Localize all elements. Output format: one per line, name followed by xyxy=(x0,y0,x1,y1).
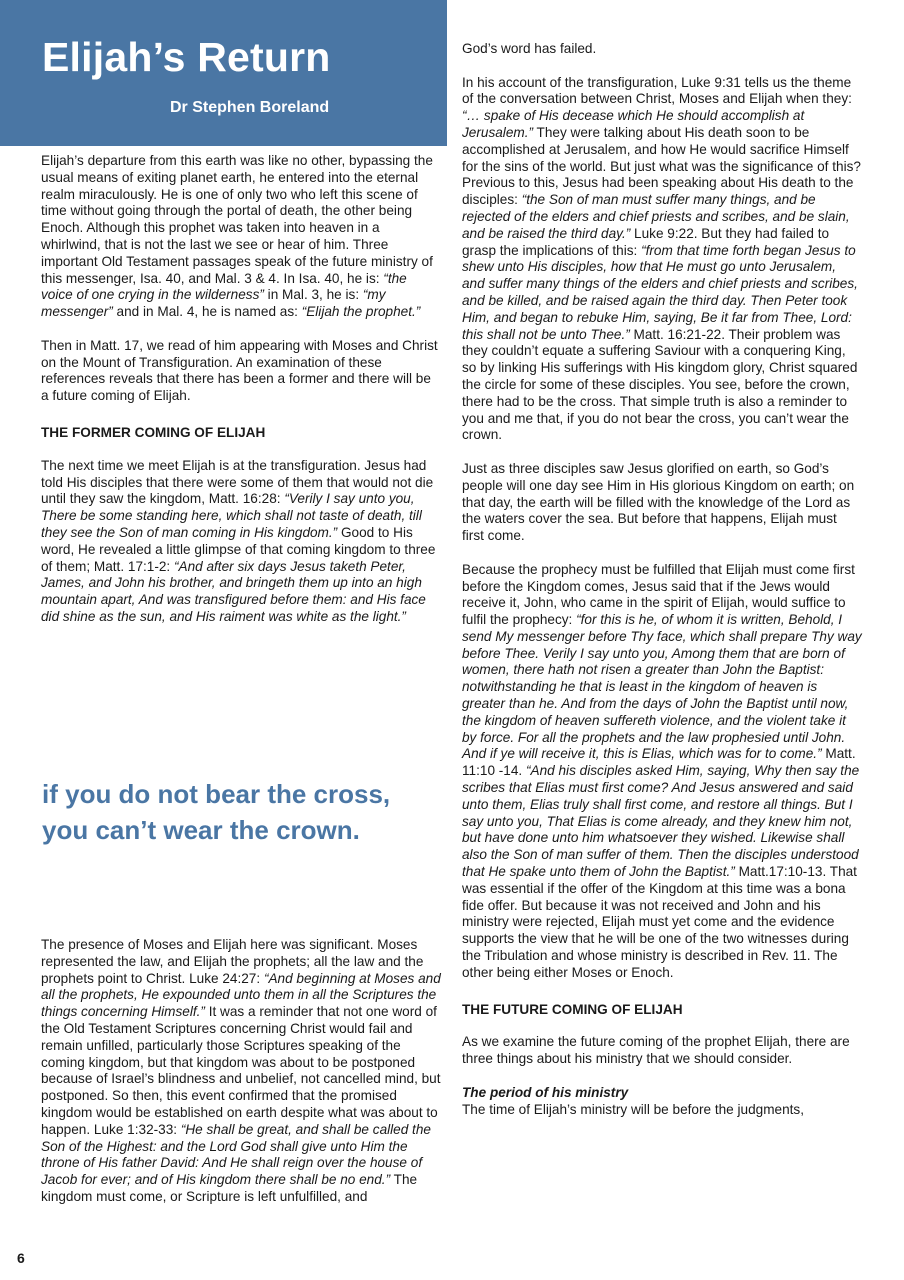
text-run: Just as three disciples saw Jesus glorified on earth, so God’s people will one day see Him in His glorious Kingdom on earth; on that day, the earth will be filled with the knowledge of the Lord as the waters cover the sea. But before that happens, Elijah must first come. xyxy=(462,460,855,544)
body-paragraph xyxy=(41,937,441,1206)
page-number: 6 xyxy=(17,1250,25,1266)
left-column-bottom xyxy=(41,937,441,1206)
text-run: The presence of Moses and Elijah here was significant. Moses represented the law, and Elijah the prophets; all the law and the prophets point to Christ. Luke 24:27: xyxy=(41,937,424,986)
text-run: Because the prophecy must be fulfilled that Elijah must come first before the Kingdom comes, Jesus said that if the Jews would receive it, John, who came in the spirit of Elijah, would suffice to fulfil the prophecy: xyxy=(462,561,855,628)
scripture-quote: “And beginning at Moses and all the prophets, He expounded unto them in all the Scriptures the things concerning Himself.” xyxy=(41,970,441,1020)
text-run: They were talking about His death soon to be accomplished at Jerusalem, and how He would sacrifice Himself for the sins of the world. But just what was the significance of this? Previous to this, Jesus had been speaking about His death to the disciples: xyxy=(462,124,861,208)
text-run: in Mal. 3, he is: xyxy=(263,287,363,303)
text-run: Then in Matt. 17, we read of him appearing with Moses and Christ on the Mount of Transfiguration. An examination of these references reveals that there has been a former and there will be a future coming of Elijah. xyxy=(41,337,438,404)
text-run: and in Mal. 4, he is named as: xyxy=(112,304,302,320)
text-run: The time of Elijah’s ministry will be before the judgments, xyxy=(462,1101,805,1117)
pull-quote: if you do not bear the cross, you can’t wear the crown. xyxy=(42,779,391,845)
section-heading: THE FUTURE COMING OF ELIJAH xyxy=(462,1001,683,1017)
scripture-quote: “And his disciples asked Him, saying, Why then say the scribes that Elias must first come? And Jesus answered and said unto them, Elias truly shall first come, and restore all things. But I say unto you, That Elias is come already, and they knew him not, but have done unto him whatsoever they wished. Likewise shall also the Son of man suffer of them. Then the disciples understood that He spake unto them of John the Baptist.” xyxy=(462,763,860,880)
scripture-quote: “And after six days Jesus taketh Peter, James, and John his brother, and bringeth them up into an high mountain apart, And was transfigured before them: and His face did shine as the sun, and His raiment was white as the light.” xyxy=(41,558,426,624)
body-paragraph xyxy=(462,75,862,445)
text-run: The kingdom must come, or Scripture is left unfulfilled, and xyxy=(41,1172,418,1204)
text-run: Matt. 16:21-22. Their problem was they couldn’t equate a suffering Saviour with a conquering King, so by linking His sufferings with His kingdom glory, Christ squared the circle for some of these disciples. You see, before the crown, there had to be the cross. That simple truth is also a reminder to you and me that, if you do not bear the cross, you can’t wear the crown. xyxy=(462,326,858,443)
scripture-quote: “Elijah the prophet.” xyxy=(301,304,421,320)
scripture-quote: “from that time forth began Jesus to shew unto His disciples, how that He must go unto Jerusalem, and suffer many things of the elders and chief priests and scribes, and be killed, and be raised again the third day. Then Peter took Him, and began to rebuke Him, saying, Be it far from Thee, Lord: this shall not be unto Thee.” xyxy=(462,242,858,342)
text-run: In his account of the transfiguration, Luke 9:31 tells us the theme of the conversation between Christ, Moses and Elijah when they: xyxy=(462,74,852,107)
text-run: Luke 9:22. But they had failed to grasp the implications of this: xyxy=(462,225,830,258)
article-author: Dr Stephen Boreland xyxy=(170,99,330,116)
body-paragraph xyxy=(41,338,441,405)
left-column-top xyxy=(41,153,441,626)
text-run: The next time we meet Elijah is at the transfiguration. Jesus had told His disciples that there were some of them that would not die until they saw the kingdom, Matt. 16:28: xyxy=(41,457,434,507)
text-run: God’s word has failed. xyxy=(462,41,597,56)
title-banner xyxy=(0,0,447,146)
scripture-quote: “the Son of man must suffer many things, and be rejected of the elders and chief priests and scribes, and be slain, and be raised the third day.” xyxy=(462,192,850,241)
scripture-quote: “the voice of one crying in the wilderness” xyxy=(41,270,407,303)
text-run: Good to His word, He revealed a little glimpse of that coming kingdom to three of them; Matt. 17:1-2: xyxy=(41,524,436,574)
section-heading: THE FORMER COMING OF ELIJAH xyxy=(41,424,266,440)
body-paragraph xyxy=(462,562,862,982)
text-run: It was a reminder that not one word of the Old Testament Scriptures concerning Christ would fail and remain unfilled, particularly those Scriptures speaking of the coming kingdom, but that kingdom was about to be postponed because of Israel’s blindness and unbelief, not cancelled mind, but postponed. So then, this event confirmed that the promised kingdom would be established on earth despite what was about to happen. Luke 1:32-33: xyxy=(41,1004,441,1137)
scripture-quote: “my messenger” xyxy=(41,287,386,320)
scripture-quote: “Verily I say unto you, There be some standing here, which shall not taste of death, till they see the Son of man coming in His kingdom.” xyxy=(41,491,422,540)
body-paragraph xyxy=(462,1034,862,1068)
article-title: Elijah’s Return xyxy=(42,34,331,80)
body-paragraph xyxy=(462,41,862,58)
body-paragraph xyxy=(462,1102,862,1119)
scripture-quote: “He shall be great, and shall be called the Son of the Highest: and the Lord God shall give unto Him the throne of His father David: And He shall reign over the house of Jacob for ever; and of His kingdom there shall be no end.” xyxy=(41,1121,431,1188)
body-paragraph xyxy=(41,458,441,626)
text-run: As we examine the future coming of the prophet Elijah, there are three things about his ministry that we should consider. xyxy=(462,1034,850,1067)
scripture-quote: “… spake of His decease which He should accomplish at Jerusalem.” xyxy=(462,108,805,140)
text-run: Matt.17:10-13. That was essential if the offer of the Kingdom at this time was a bona fide offer. But because it was not received and John and his ministry were rejected, Elijah must yet come and the evidence supports the view that he will be one of the two witnesses during the Tribulation and whose ministry is described in Rev. 11. The other being either Moses or Enoch. xyxy=(462,864,857,980)
text-run: Elijah’s departure from this earth was like no other, bypassing the usual means of exiting planet earth, he entered into the eternal realm miraculously. He is one of only two who left this scene of time without going through the portal of death, the other being Enoch. Although this prophet was taken into heaven in a whirlwind, that is not the last we see or hear of him. Three important Old Testament passages speak of the future ministry of this messenger, Isa. 40, and Mal. 3 & 4. In Isa. 40, he is: xyxy=(41,153,433,286)
text-run: Matt. 11:10 -14. xyxy=(462,746,856,779)
body-paragraph xyxy=(462,461,862,545)
scripture-quote: “for this is he, of whom it is written, Behold, I send My messenger before Thy face, which shall prepare Thy way before Thee. Verily I say unto you, Among them that are born of women, there hath not risen a greater than John the Baptist: notwithstanding he that is least in the kingdom of heaven is greater than he. And from the days of John the Baptist until now, the kingdom of heaven suffereth violence, and the violent take it by force. For all the prophets and the law prophesied until John. And if ye will receive it, this is Elias, which was for to come.” xyxy=(462,612,862,762)
body-paragraph xyxy=(41,153,441,321)
right-column xyxy=(462,41,862,1119)
sub-heading: The period of his ministry xyxy=(462,1085,629,1101)
